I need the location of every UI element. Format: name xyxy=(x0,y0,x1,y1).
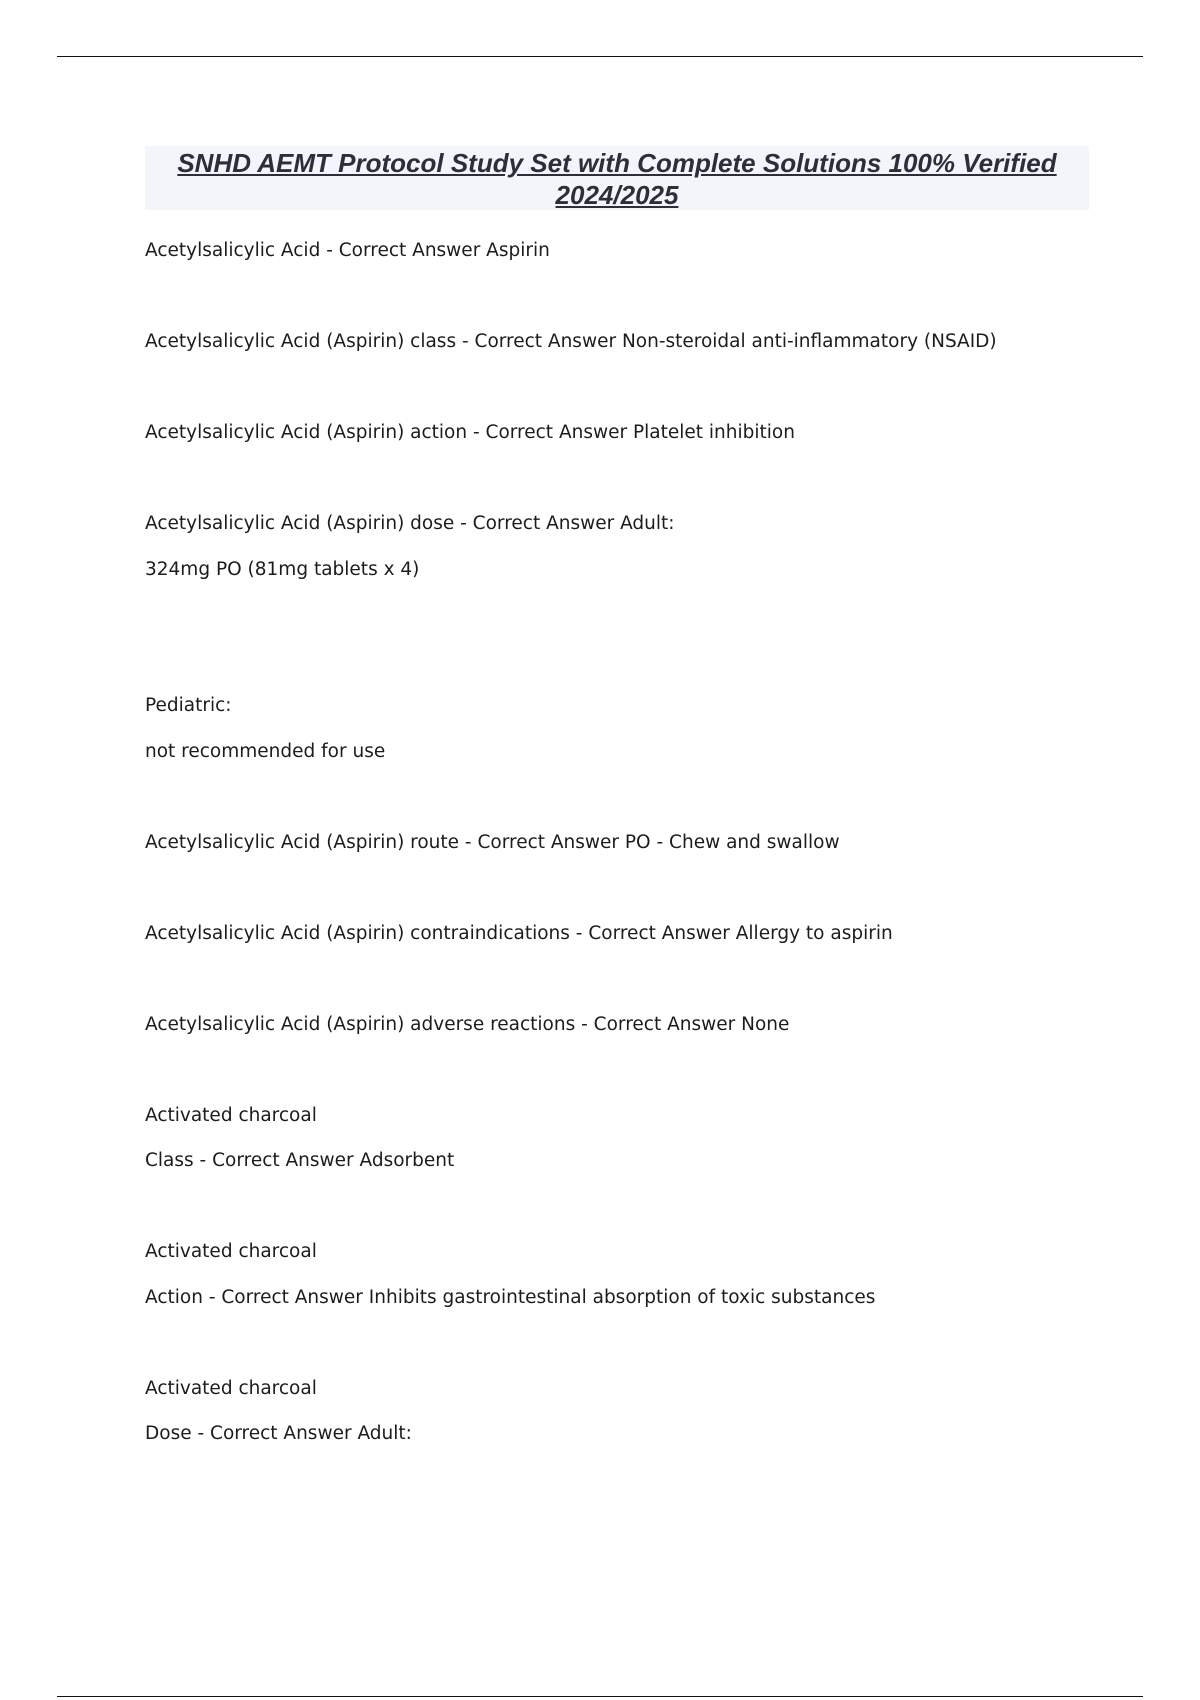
qa-line: Pediatric: xyxy=(145,695,232,716)
footer-rule xyxy=(57,1696,1143,1697)
qa-line: not recommended for use xyxy=(145,741,386,762)
qa-line: Acetylsalicylic Acid (Aspirin) class - Correct Answer Non-steroidal anti-inflammatory (NSAID) xyxy=(145,331,997,352)
qa-line: Activated charcoal xyxy=(145,1105,317,1126)
document-title: SNHD AEMT Protocol Study Set with Complete Solutions 100% Verified 2024/2025 xyxy=(177,148,1057,210)
qa-line: Acetylsalicylic Acid (Aspirin) contraindications - Correct Answer Allergy to aspirin xyxy=(145,923,893,944)
qa-line: Acetylsalicylic Acid (Aspirin) adverse reactions - Correct Answer None xyxy=(145,1014,790,1035)
qa-line: Activated charcoal xyxy=(145,1378,317,1399)
header-rule xyxy=(57,56,1143,57)
qa-line: Class - Correct Answer Adsorbent xyxy=(145,1150,455,1171)
qa-line: Dose - Correct Answer Adult: xyxy=(145,1423,412,1444)
title-banner xyxy=(145,146,1089,210)
qa-line: 324mg PO (81mg tablets x 4) xyxy=(145,559,420,580)
qa-line: Acetylsalicylic Acid - Correct Answer Aspirin xyxy=(145,240,550,261)
qa-line: Action - Correct Answer Inhibits gastrointestinal absorption of toxic substances xyxy=(145,1287,876,1308)
qa-line: Acetylsalicylic Acid (Aspirin) action - Correct Answer Platelet inhibition xyxy=(145,422,795,443)
qa-line: Acetylsalicylic Acid (Aspirin) route - Correct Answer PO - Chew and swallow xyxy=(145,832,840,853)
qa-line: Activated charcoal xyxy=(145,1241,317,1262)
qa-line: Acetylsalicylic Acid (Aspirin) dose - Correct Answer Adult: xyxy=(145,513,675,534)
